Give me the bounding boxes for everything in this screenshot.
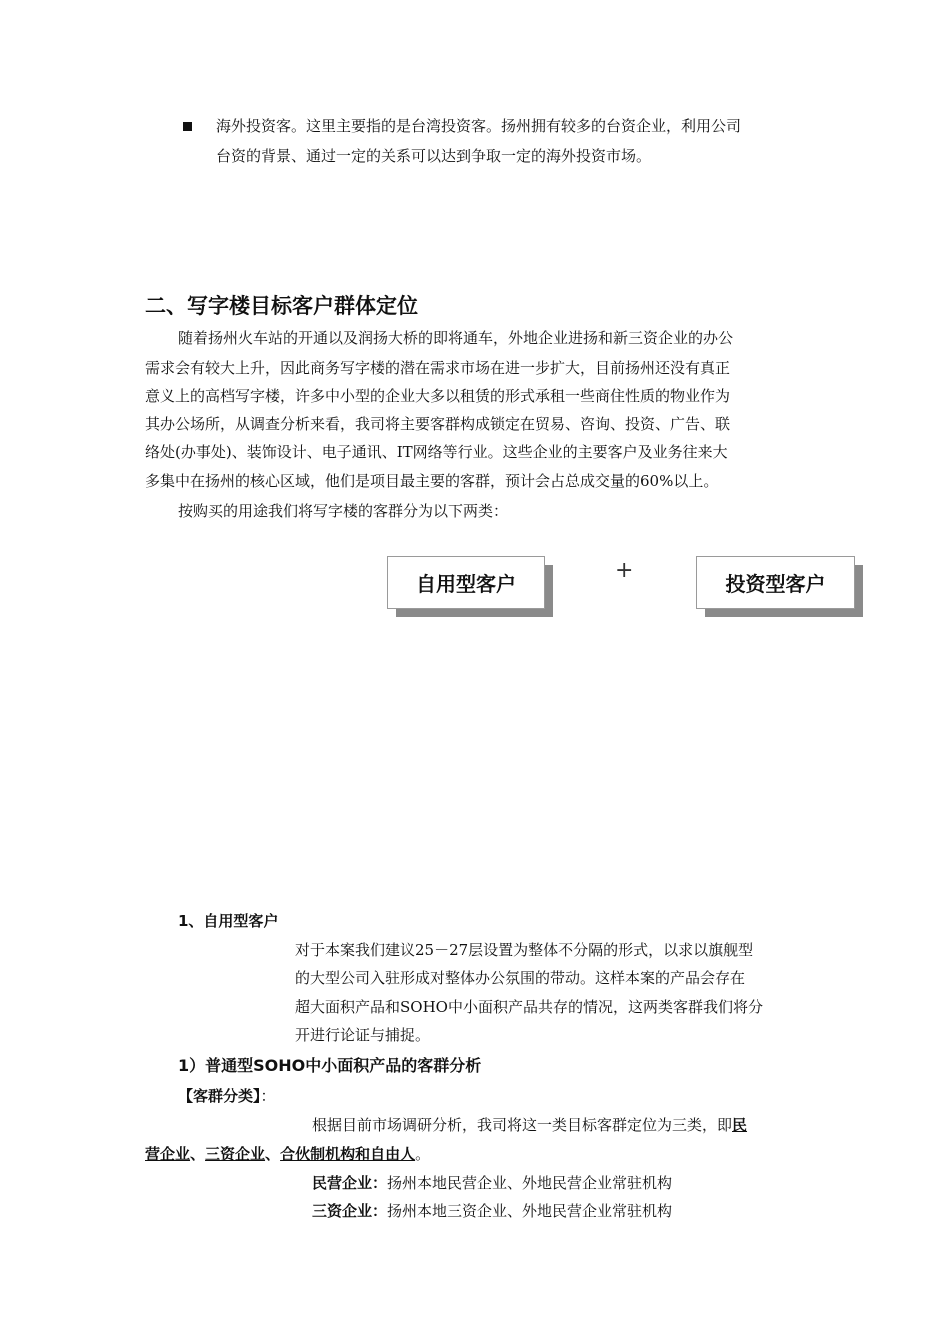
category-item [312, 1170, 672, 1196]
sep: 、 [265, 1145, 281, 1163]
plus-sign: + [615, 558, 634, 583]
analysis-tail: 民 [732, 1116, 748, 1134]
box-investment [696, 556, 864, 618]
bullet-square-icon [183, 122, 192, 131]
part1-line: 对于本案我们建议25－27层设置为整体不分隔的形式，以求以旗舰型 [295, 941, 754, 959]
category-private: 营企业 [145, 1145, 191, 1163]
category-item-label: 民营企业： [312, 1174, 388, 1192]
part1-heading: 1、自用型客户 [178, 912, 279, 930]
section-para-line: 意义上的高档写字楼，许多中小型的企业大多以租赁的形式承租一些商住性质的物业作为 [145, 387, 731, 405]
box-investment-label: 投资型客户 [696, 556, 855, 609]
category-label: 【客群分类】 [178, 1087, 261, 1105]
category-label-row [178, 1083, 276, 1109]
section-heading: 二、写字楼目标客户群体定位 [145, 294, 418, 318]
section-para-line: 多集中在扬州的核心区域，他们是项目最主要的客群，预计会占总成交量的60%以上。 [145, 472, 719, 490]
part1-line: 超大面积产品和SOHO中小面积产品共存的情况，这两类客群我们将分 [295, 998, 763, 1016]
box-self-use [387, 556, 554, 618]
category-item-label: 三资企业： [312, 1202, 388, 1220]
category-item-text: 扬州本地民营企业、外地民营企业常驻机构 [387, 1174, 673, 1192]
category-item-text: 扬州本地三资企业、外地民营企业常驻机构 [387, 1202, 673, 1220]
category-foreign: 三资企业 [205, 1145, 266, 1163]
section-para-line: 需求会有较大上升，因此商务写字楼的潜在需求市场在进一步扩大，目前扬州还没有真正 [145, 359, 731, 377]
sub-heading: 1）普通型SOHO中小面积产品的客群分析 [178, 1056, 482, 1075]
category-item [312, 1198, 672, 1224]
section-para-line: 其办公场所，从调查分析来看，我司将主要客群构成锁定在贸易、咨询、投资、广告、联 [145, 415, 731, 433]
section-para-2: 按购买的用途我们将写字楼的客群分为以下两类： [178, 502, 509, 520]
analysis-line-1 [312, 1112, 747, 1138]
part1-line: 开进行论证与捕捉。 [295, 1026, 431, 1044]
bullet-text-line-2: 台资的背景、通过一定的关系可以达到争取一定的海外投资市场。 [216, 147, 652, 165]
section-para-line: 随着扬州火车站的开通以及润扬大桥的即将通车，外地企业进扬和新三资企业的办公 [178, 329, 734, 347]
bullet-text-line-1: 海外投资客。这里主要指的是台湾投资客。扬州拥有较多的台资企业，利用公司 [216, 117, 742, 135]
analysis-line-2 [145, 1141, 430, 1167]
part1-line: 的大型公司入驻形成对整体办公氛围的带动。这样本案的产品会存在 [295, 969, 746, 987]
category-colon: ： [260, 1087, 276, 1105]
section-para-line: 络处(办事处)、装饰设计、电子通讯、IT网络等行业。这些企业的主要客户及业务往来大 [145, 443, 728, 461]
category-partnership: 合伙制机构和自由人 [280, 1145, 416, 1163]
sep: 、 [190, 1145, 206, 1163]
analysis-text: 根据目前市场调研分析，我司将这一类目标客群定位为三类，即 [312, 1116, 733, 1134]
box-self-use-label: 自用型客户 [387, 556, 545, 609]
analysis-end: 。 [415, 1145, 431, 1163]
